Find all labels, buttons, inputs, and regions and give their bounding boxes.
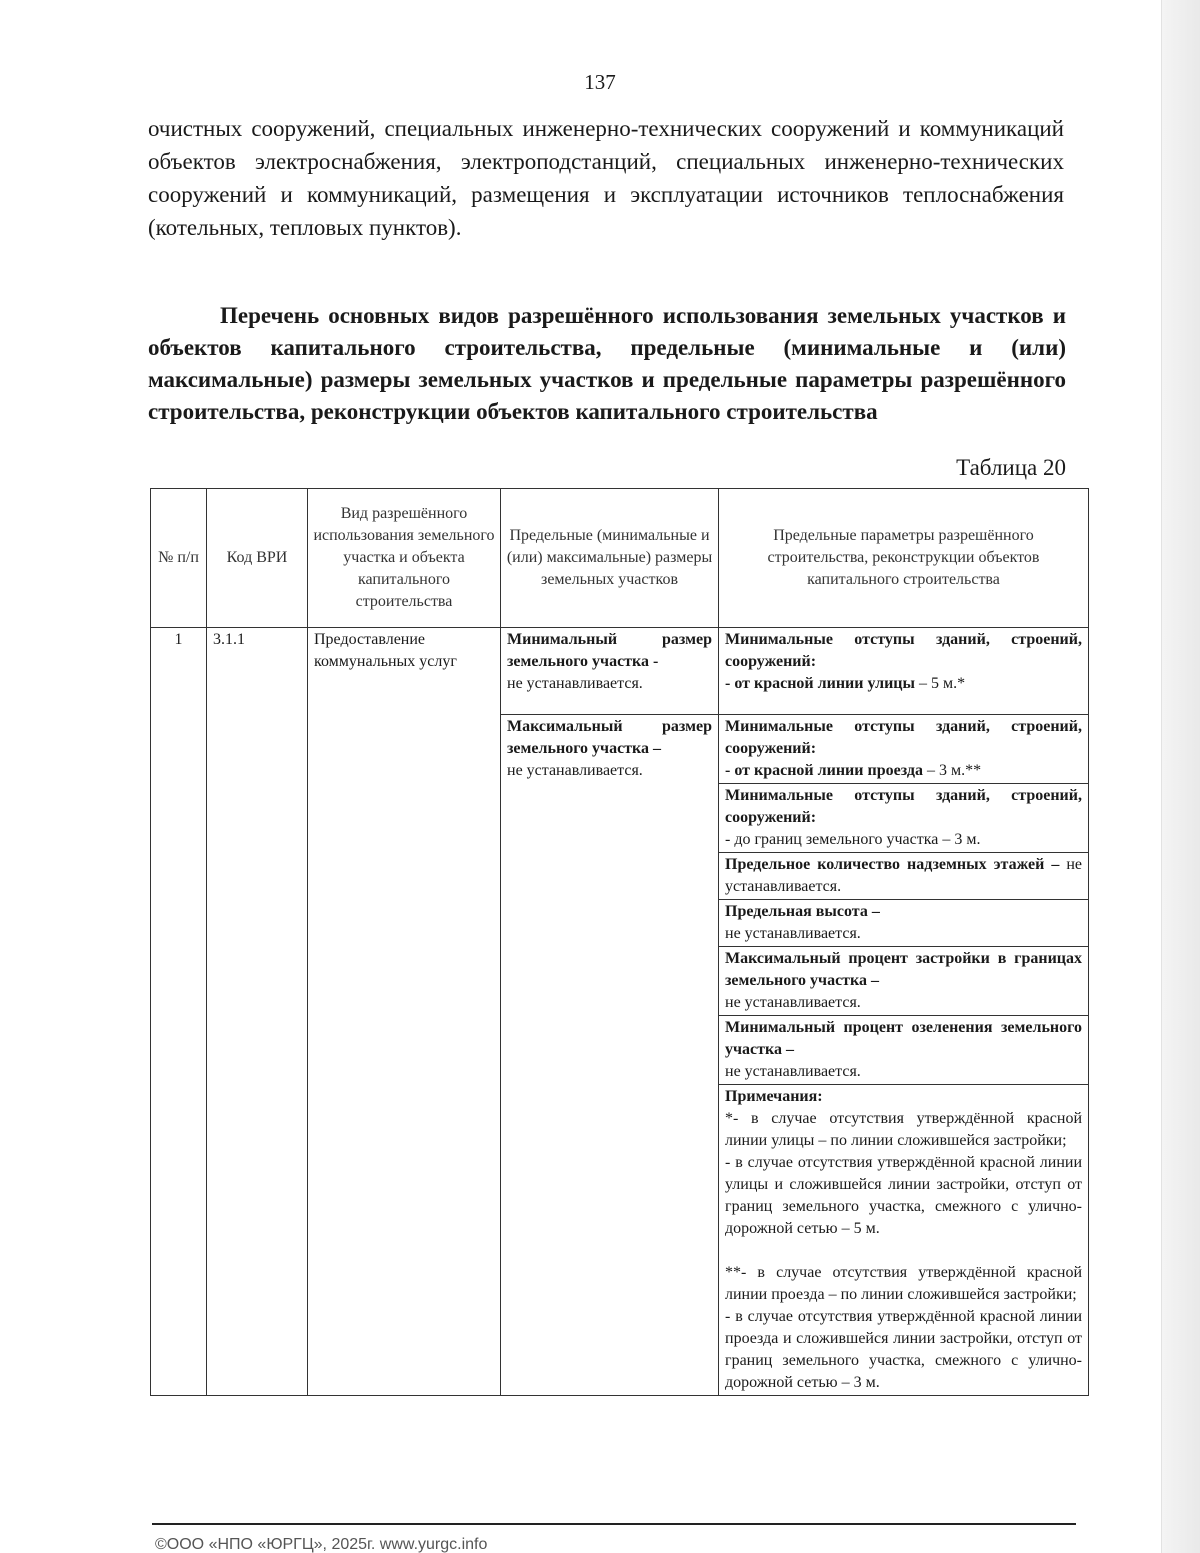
max-size-cell: [501, 715, 719, 1396]
setback-street-label: Минимальные отступы зданий, строений, сооружений:: [725, 631, 1082, 670]
param-setback-drive: [719, 715, 1089, 784]
param-coverage: [719, 947, 1089, 1016]
param-setback-border: [719, 784, 1089, 853]
header-sizes: Предельные (минимальные и (или) максимальные) размеры земельных участков: [501, 489, 719, 628]
header-code: Код ВРИ: [207, 489, 308, 628]
floors-value: не устанавливается.: [725, 856, 1082, 895]
min-size-value: не устанавливается.: [507, 675, 643, 692]
scan-edge: [1162, 0, 1200, 1553]
green-label: Минимальный процент озеленения земельного участка –: [725, 1019, 1082, 1058]
height-label: Предельная высота –: [725, 903, 880, 920]
setback-street-value: – 5 м.*: [915, 675, 966, 692]
table-header-row: [151, 489, 1089, 628]
header-type: Вид разрешённого использования земельного участка и объекта капитального строительства: [308, 489, 501, 628]
table-caption: Таблица 20: [956, 455, 1066, 480]
setback-border-value: - до границ земельного участка – 3 м.: [725, 831, 981, 848]
setback-street-bold: - от красной линии улицы: [725, 675, 915, 692]
note-3: **- в случае отсутствия утверждённой красной линии проезда – по линии сложившейся застройки;: [725, 1264, 1082, 1303]
setback-border-label: Минимальные отступы зданий, строений, сооружений:: [725, 787, 1082, 826]
table-row: [151, 628, 1089, 715]
notes-cell: [719, 1085, 1089, 1396]
max-size-label: Максимальный размер земельного участка –: [507, 718, 712, 757]
intro-paragraph: очистных сооружений, специальных инженерно-технических сооружений и коммуникаций объектов электроснабжения, электроподстанций, специальных инженерно-технических сооружений и коммуникаций, размещения и эксплуатации источников теплоснабжения (котельных, тепловых пунктов).: [148, 116, 1064, 240]
notes-gap: [725, 1240, 1082, 1262]
page-number: 137: [584, 70, 616, 94]
footer-text: ©ООО «НПО «ЮРГЦ», 2025г. www.yurgc.info: [155, 1536, 488, 1553]
zoning-table: [150, 488, 1089, 1396]
section-heading: Перечень основных видов разрешённого использования земельных участков и объектов капитального строительства, предельные (минимальные и (или) максимальные) размеры земельных участков и предельные параметры разрешённого строительства, реконструкции объектов капитального строительства: [148, 303, 1066, 424]
setback-drive-label: Минимальные отступы зданий, строений, сооружений:: [725, 718, 1082, 757]
max-size-value: не устанавливается.: [507, 762, 643, 779]
setback-drive-value: – 3 м.**: [922, 762, 982, 779]
param-height: [719, 900, 1089, 947]
param-setback-street: [719, 628, 1089, 715]
notes-title: Примечания:: [725, 1088, 823, 1105]
note-2: - в случае отсутствия утверждённой красной линии улицы и сложившейся линии застройки, отступ от границ земельного участка, смежного с улично-дорожной сетью – 5 м.: [725, 1154, 1082, 1237]
coverage-label: Максимальный процент застройки в границах земельного участка –: [725, 950, 1082, 989]
note-4: - в случае отсутствия утверждённой красной линии проезда и сложившейся линии застройки, отступ от границ земельного участка, смежного с улично-дорожной сетью – 3 м.: [725, 1308, 1082, 1391]
row-code: 3.1.1: [207, 628, 308, 1396]
coverage-value: не устанавливается.: [725, 994, 861, 1011]
min-size-cell: [501, 628, 719, 715]
note-1: *- в случае отсутствия утверждённой красной линии улицы – по линии сложившейся застройки;: [725, 1110, 1082, 1149]
green-value: не устанавливается.: [725, 1063, 861, 1080]
height-value: не устанавливается.: [725, 925, 861, 942]
floors-label: Предельное количество надземных этажей –: [725, 856, 1060, 873]
row-num: 1: [151, 628, 207, 1396]
param-green: [719, 1016, 1089, 1085]
footer-rule: [152, 1523, 1076, 1525]
header-params: Предельные параметры разрешённого строительства, реконструкции объектов капитального строительства: [719, 489, 1089, 628]
row-type: Предоставление коммунальных услуг: [308, 628, 501, 1396]
param-floors: [719, 853, 1089, 900]
setback-drive-bold: - от красной линии проезда: [725, 762, 923, 779]
header-num: № п/п: [151, 489, 207, 628]
min-size-label: Минимальный размер земельного участка -: [507, 631, 712, 670]
